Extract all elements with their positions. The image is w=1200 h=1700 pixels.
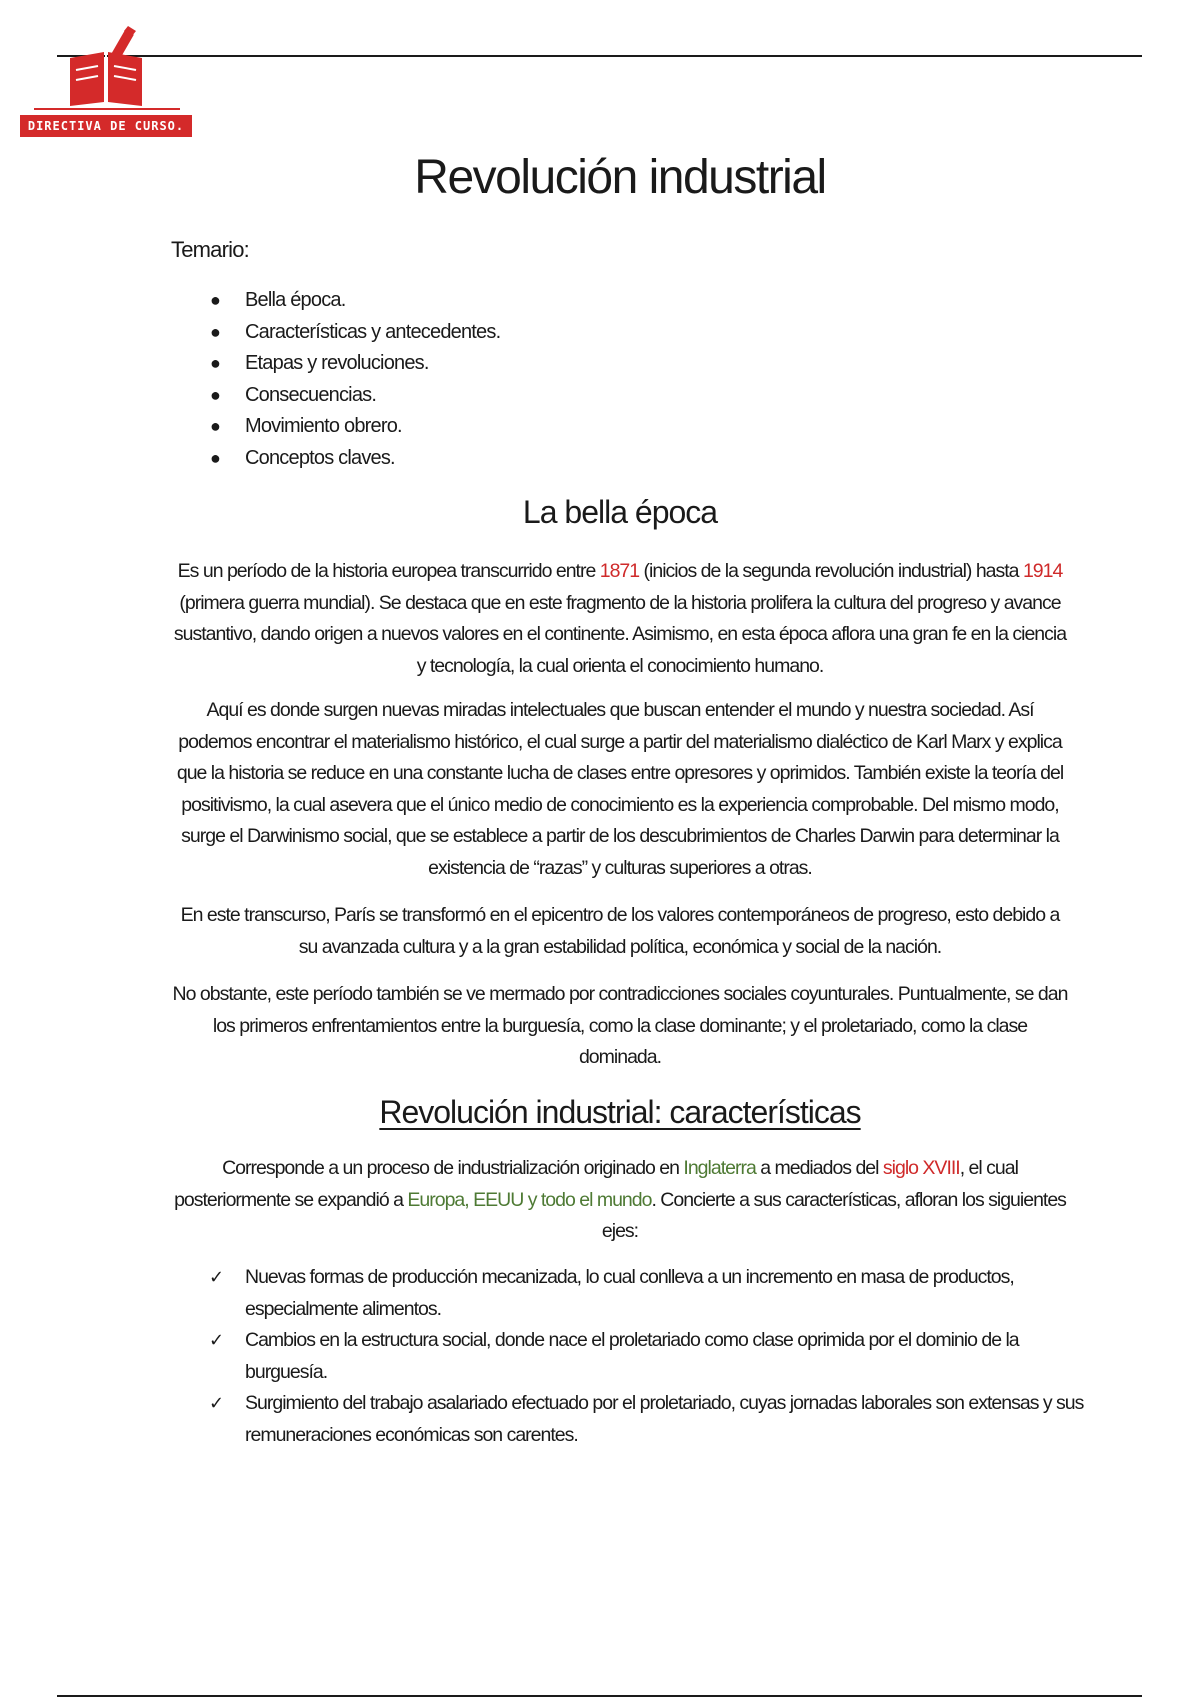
bullet-icon: ● [210,353,221,373]
book-pencil-icon [64,24,154,106]
logo [20,24,194,138]
bullet-icon: ● [210,447,221,468]
bottom-rule [57,1695,1142,1697]
characteristics-list [205,1262,1085,1451]
year-end: 1914 [1022,560,1063,582]
list-item: ✓ Cambios en la estructura social, donde nace el proletariado como clase oprimida por el dominio de la burguesía. [205,1325,1085,1388]
top-rule [57,55,1142,57]
paragraph-revolucion-intro: Corresponde a un proceso de industrialización originado en Inglaterra a mediados del siglo XVIII, el cual posteriormente se expandió a Europa, EEUU y todo el mundo. Concierte a sus características, afloran los siguientes ejes: [174,1157,1066,1242]
list-item: ● Etapas y revoluciones. [205,348,500,380]
bullet-icon: ● [210,416,221,436]
check-icon: ✓ [209,1267,224,1287]
bullet-icon: ● [210,384,221,405]
temario-label: Temario: [171,237,249,262]
paragraph-contradictions: No obstante, este período también se ve mermado por contradicciones sociales coyunturales. Puntualmente, se dan los primeros enfrentamientos entre la burguesía, como la clase dominante; y el proletariado, como la clase dominada. [172,983,1068,1068]
paragraph-bella-epoca-intro: Es un período de la historia europea transcurrido entre 1871 (inicios de la segunda revolución industrial) hasta 1914 (primera guerra mundial). Se destaca que en este fragmento de la historia prolifera la cultura del progreso y avance sustantivo, dando origen a nuevos valores en el continente. Asimismo, en esta época aflora una gran fe en la ciencia y tecnología, la cual orienta el conocimiento humano. [173,560,1067,677]
list-item: ● Bella época. [205,285,500,317]
logo-badge: DIRECTIVA DE CURSO. [20,115,192,137]
regions-highlight: Europa, EEUU y todo el mundo [407,1188,652,1211]
list-item: ● Características y antecedentes. [205,317,500,349]
place-highlight: Inglaterra [683,1157,756,1179]
section-heading-bella-epoca: La bella época [522,494,718,530]
section-heading-caracteristicas: Revolución industrial: características [379,1094,861,1130]
bullet-icon: ● [210,290,221,310]
year-start: 1871 [599,560,640,582]
paragraph-intellectual-currents: Aquí es donde surgen nuevas miradas intelectuales que buscan entender el mundo y nuestra sociedad. Así podemos encontrar el materialismo histórico, el cual surge a partir del materialismo dialéctico de Karl Marx y explica que la historia se reduce en una constante lucha de clases entre opresores y oprimidos. También existe la teoría del positivismo, la cual asevera que el único medio de conocimiento es la experiencia comprobable. Del mismo modo, surge el Darwinismo social, que se establece a partir de los descubrimientos de Charles Darwin para determinar la existencia de “razas” y culturas superiores a otras. [176,699,1064,879]
check-icon: ✓ [209,1393,224,1413]
list-item: ● Conceptos claves. [205,443,500,475]
page-title: Revolución industrial [414,151,826,204]
logo-underline [34,108,180,110]
bullet-icon: ● [210,321,221,342]
check-icon: ✓ [209,1330,224,1350]
list-item: ● Consecuencias. [205,380,500,412]
list-item: ✓ Surgimiento del trabajo asalariado efectuado por el proletariado, cuyas jornadas laborales son extensas y sus remuneraciones económicas son carentes. [205,1388,1085,1451]
paragraph-paris: En este transcurso, París se transformó en el epicentro de los valores contemporáneos de progreso, esto debido a su avanzada cultura y a la gran estabilidad política, económica y social de la nación. [180,904,1060,958]
list-item: ● Movimiento obrero. [205,411,500,443]
list-item: ✓ Nuevas formas de producción mecanizada, lo cual conlleva a un incremento en masa de productos, especialmente alimentos. [205,1262,1085,1325]
temario-list [205,285,500,474]
century-highlight: siglo XVIII [882,1157,960,1179]
